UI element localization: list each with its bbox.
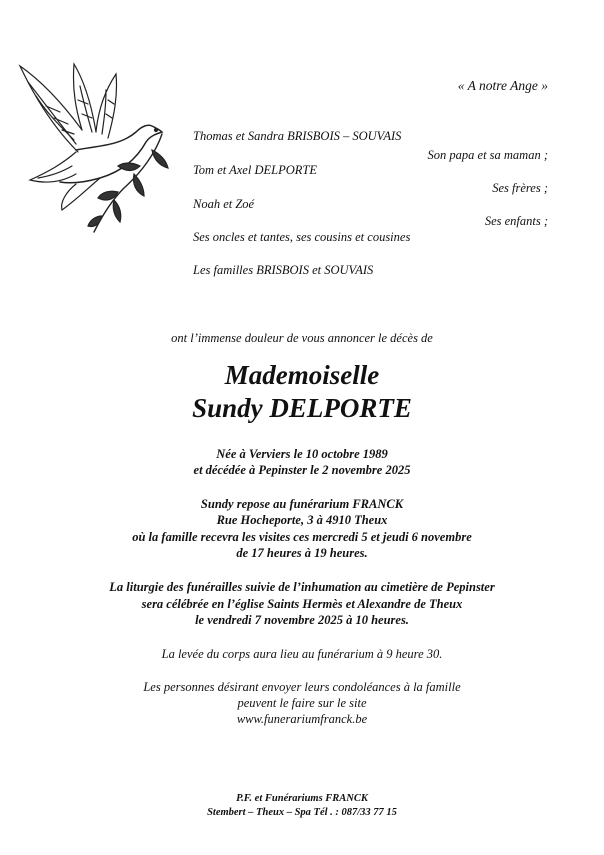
family-line-parents: Thomas et Sandra BRISBOIS – SOUVAIS <box>193 129 402 143</box>
condolences-website: www.funerariumfranck.be <box>236 712 368 726</box>
family-role-parents: Son papa et sa maman ; <box>427 148 548 162</box>
rest-line-4: de 17 heures à 19 heures. <box>236 546 368 560</box>
liturgy-line-3: le vendredi 7 novembre 2025 à 10 heures. <box>195 613 409 627</box>
epigraph: « A notre Ange » <box>457 78 548 93</box>
condolences-line-2: peuvent le faire sur le site <box>237 696 367 710</box>
family-line-relatives: Ses oncles et tantes, ses cousins et cousines <box>193 230 411 244</box>
condolences-line-1: Les personnes désirant envoyer leurs condoléances à la famille <box>143 680 461 694</box>
birth-line: Née à Verviers le 10 octobre 1989 <box>216 447 388 461</box>
family-line-children: Noah et Zoé <box>193 197 255 211</box>
death-line: et décédée à Pepinster le 2 novembre 2025 <box>193 463 411 477</box>
announcement-intro: ont l’immense douleur de vous annoncer le décès de <box>171 331 433 345</box>
family-line-brothers: Tom et Axel DELPORTE <box>193 163 317 177</box>
footer-company: P.F. et Funérariums FRANCK <box>236 793 368 804</box>
deceased-name: Sundy DELPORTE <box>192 393 412 423</box>
family-role-brothers: Ses frères ; <box>492 181 548 195</box>
rest-line-1: Sundy repose au funérarium FRANCK <box>200 497 404 511</box>
dove-with-olive-branch-icon <box>16 60 176 240</box>
liturgy-line-2: sera célébrée en l’église Saints Hermès et Alexandre de Theux <box>141 597 463 611</box>
footer-contact: Stembert – Theux – Spa Tél . : 087/33 77 15 <box>207 807 397 818</box>
deceased-title: Mademoiselle <box>224 360 380 390</box>
family-line-families: Les familles BRISBOIS et SOUVAIS <box>193 263 374 277</box>
rest-line-2: Rue Hocheporte, 3 à 4910 Theux <box>216 513 388 527</box>
levee-line: La levée du corps aura lieu au funérarium à 9 heure 30. <box>161 647 443 661</box>
rest-line-3: où la famille recevra les visites ces mercredi 5 et jeudi 6 novembre <box>132 530 472 544</box>
liturgy-line-1: La liturgie des funérailles suivie de l’inhumation au cimetière de Pepinster <box>109 580 495 594</box>
family-role-children: Ses enfants ; <box>484 214 548 228</box>
